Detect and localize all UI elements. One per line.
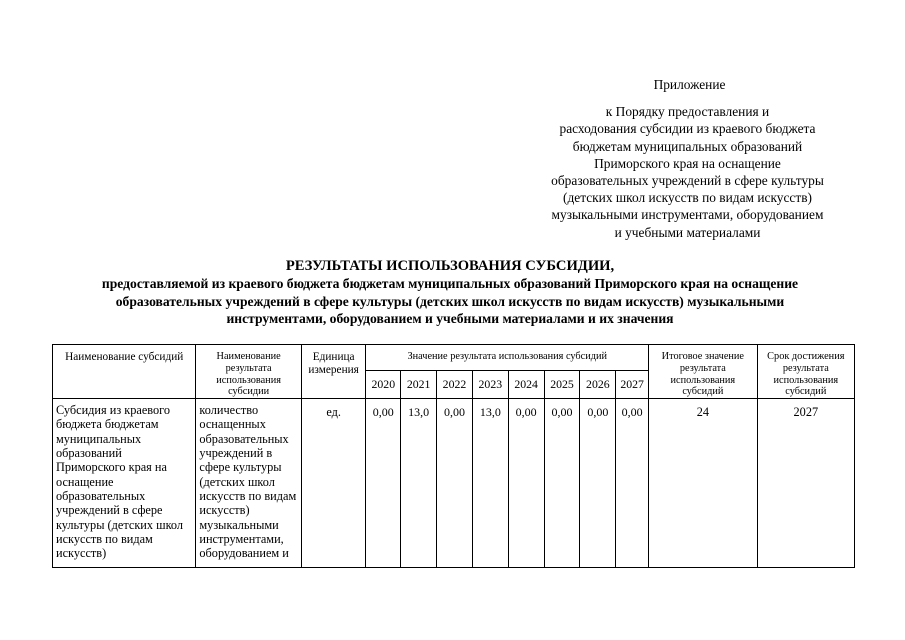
appendix-line: музыкальными инструментами, оборудованием: [551, 207, 824, 223]
header-final-value: Итоговое значение результата использования субсидий: [649, 345, 758, 399]
header-row: [53, 345, 855, 371]
table-row: [53, 399, 855, 568]
appendix-line: расходования субсидии из краевого бюджета: [559, 121, 816, 137]
cell-final-value: 24: [649, 399, 758, 568]
header-year: 2020: [366, 370, 401, 398]
heading-title: РЕЗУЛЬТАТЫ ИСПОЛЬЗОВАНИЯ СУБСИДИИ,: [285, 258, 615, 274]
cell-subsidy-name: [53, 399, 196, 568]
header-year: 2021: [401, 370, 437, 398]
header-year: 2023: [472, 370, 508, 398]
header-year: 2022: [437, 370, 473, 398]
cell-year-value: 13,0: [401, 399, 437, 568]
header-year: 2026: [580, 370, 616, 398]
cell-year-value: 0,00: [544, 399, 580, 568]
header-year: 2025: [544, 370, 580, 398]
appendix-line: (детских школ искусств по видам искусств): [562, 190, 813, 206]
cell-year-value: 0,00: [508, 399, 544, 568]
cell-unit: ед.: [301, 399, 366, 568]
appendix-line: к Порядку предоставления и: [605, 104, 770, 120]
cell-year-value: 13,0: [472, 399, 508, 568]
heading-subtitle-line: инструментами, оборудованием и учебными материалами и их значения: [226, 310, 674, 326]
cell-subsidy-name-text: Субсидия из краевого бюджета бюджетам муниципальных образований Приморского края на оснащение образовательных учреждений в сфере культуры (детских школ искусств по видам искусств): [56, 403, 184, 561]
cell-year-value: 0,00: [366, 399, 401, 568]
document-heading: [50, 258, 850, 327]
header-result-name: Наименование результата использования субсидии: [196, 345, 301, 399]
header-year: 2027: [616, 370, 649, 398]
cell-result-name-text: количество оснащенных образовательных учреждений в сфере культуры (детских школ искусств по видам искусств) музыкальными инструментами, оборудованием и: [199, 403, 297, 561]
appendix-title: Приложение: [653, 77, 726, 92]
cell-year-value: 0,00: [616, 399, 649, 568]
header-subsidy-name: Наименование субсидий: [53, 345, 196, 399]
header-values-group: Значение результата использования субсидий: [366, 345, 649, 371]
cell-year-value: 0,00: [437, 399, 473, 568]
header-deadline: Срок достижения результата использования субсидий: [757, 345, 854, 399]
appendix-line: бюджетам муниципальных образований: [572, 138, 803, 154]
appendix-line: образовательных учреждений в сфере культуры: [551, 173, 824, 189]
heading-subtitle-line: предоставляемой из краевого бюджета бюджетам муниципальных образований Приморского края на оснащение: [101, 276, 799, 292]
appendix-block: [520, 76, 855, 241]
appendix-line: Приморского края на оснащение: [594, 155, 781, 171]
cell-year-value: 0,00: [580, 399, 616, 568]
appendix-line: и учебными материалами: [614, 224, 761, 240]
header-year: 2024: [508, 370, 544, 398]
heading-subtitle-line: образовательных учреждений в сфере культуры (детских школ искусств по видам искусств) музыкальными: [115, 293, 785, 309]
cell-deadline: 2027: [757, 399, 854, 568]
cell-result-name: [196, 399, 301, 568]
results-table: [52, 344, 855, 568]
header-unit: Единица измерения: [301, 345, 366, 399]
